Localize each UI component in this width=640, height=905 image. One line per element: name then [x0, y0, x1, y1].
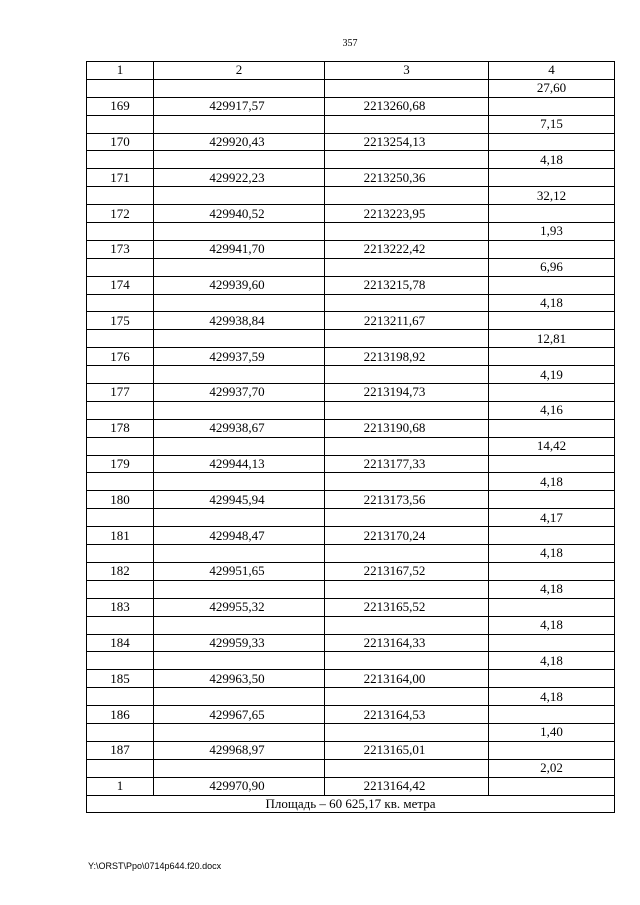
distance-cell [489, 97, 615, 115]
table-row [87, 205, 615, 223]
y-coordinate-cell-text: 2213194,73 [363, 384, 426, 400]
distance-cell: 1,93 [489, 223, 615, 241]
y-coordinate-cell [325, 133, 489, 151]
y-coordinate-cell-text: 2213164,33 [363, 634, 426, 650]
x-coordinate-cell [154, 580, 325, 598]
point-number-cell [87, 616, 154, 634]
distance-cell [489, 455, 615, 473]
x-coordinate-cell [154, 616, 325, 634]
point-number-cell [87, 688, 154, 706]
table-row [87, 366, 615, 384]
x-coordinate-cell-text: 429940,52 [209, 205, 265, 221]
y-coordinate-cell [325, 741, 489, 759]
distance-cell [489, 562, 615, 580]
point-number-cell [87, 652, 154, 670]
distance-cell: 1,40 [489, 723, 615, 741]
x-coordinate-cell [154, 652, 325, 670]
x-coordinate-cell-text: 429963,50 [209, 670, 265, 686]
y-coordinate-cell [325, 258, 489, 276]
table-row [87, 312, 615, 330]
y-coordinate-cell [325, 455, 489, 473]
distance-cell [489, 169, 615, 187]
x-coordinate-cell [154, 133, 325, 151]
distance-cell [489, 240, 615, 258]
y-coordinate-cell-text: 2213223,95 [363, 205, 426, 221]
point-number-cell: 1 [87, 777, 154, 795]
point-number-cell [87, 580, 154, 598]
distance-cell [489, 634, 615, 652]
y-coordinate-cell [325, 151, 489, 169]
y-coordinate-cell-text: 2213190,68 [363, 420, 426, 436]
distance-cell: 2,02 [489, 759, 615, 777]
table-row [87, 133, 615, 151]
y-coordinate-cell [325, 223, 489, 241]
distance-cell [489, 741, 615, 759]
x-coordinate-cell-text: 429917,57 [209, 98, 265, 114]
point-number-cell: 185 [87, 670, 154, 688]
y-coordinate-cell [325, 473, 489, 491]
x-coordinate-cell [154, 205, 325, 223]
table-row [87, 706, 615, 724]
point-number-cell: 169 [87, 97, 154, 115]
distance-cell [489, 348, 615, 366]
point-number-cell: 171 [87, 169, 154, 187]
distance-cell [489, 384, 615, 402]
point-number-cell: 175 [87, 312, 154, 330]
point-number-cell [87, 223, 154, 241]
x-coordinate-cell [154, 401, 325, 419]
distance-cell: 27,60 [489, 79, 615, 97]
table-row [87, 187, 615, 205]
point-number-cell: 182 [87, 562, 154, 580]
table-row [87, 169, 615, 187]
x-coordinate-cell-text: 429955,32 [209, 599, 265, 615]
x-coordinate-cell [154, 527, 325, 545]
distance-cell [489, 491, 615, 509]
y-coordinate-cell-text: 2213211,67 [363, 312, 426, 328]
distance-cell: 12,81 [489, 330, 615, 348]
distance-cell: 4,17 [489, 509, 615, 527]
table-row [87, 527, 615, 545]
table-row [87, 97, 615, 115]
x-coordinate-cell [154, 258, 325, 276]
footer-file-path: Y:\ORST\Ppo\0714p644.f20.docx [88, 861, 222, 871]
point-number-cell: 178 [87, 419, 154, 437]
distance-cell: 4,19 [489, 366, 615, 384]
x-coordinate-cell [154, 348, 325, 366]
x-coordinate-cell [154, 545, 325, 563]
x-coordinate-cell-text: 429944,13 [209, 456, 265, 472]
point-number-cell [87, 187, 154, 205]
y-coordinate-cell [325, 79, 489, 97]
x-coordinate-cell [154, 634, 325, 652]
x-coordinate-cell [154, 151, 325, 169]
table-row [87, 616, 615, 634]
distance-cell [489, 777, 615, 795]
distance-cell: 4,16 [489, 401, 615, 419]
header-col-2: 2 [154, 62, 325, 80]
x-coordinate-cell-text: 429920,43 [209, 134, 265, 149]
x-coordinate-cell [154, 688, 325, 706]
area-summary-row [87, 795, 615, 813]
x-coordinate-cell [154, 312, 325, 330]
point-number-cell [87, 115, 154, 133]
y-coordinate-cell [325, 491, 489, 509]
y-coordinate-cell [325, 616, 489, 634]
point-number-cell [87, 473, 154, 491]
y-coordinate-cell-text: 2213254,13 [363, 134, 426, 149]
table-row [87, 455, 615, 473]
distance-cell [489, 419, 615, 437]
y-coordinate-cell [325, 169, 489, 187]
x-coordinate-cell [154, 294, 325, 312]
y-coordinate-cell-text: 2213222,42 [363, 241, 426, 257]
table-row [87, 419, 615, 437]
distance-cell [489, 598, 615, 616]
distance-cell: 32,12 [489, 187, 615, 205]
x-coordinate-cell-text: 429938,67 [209, 420, 265, 436]
table-row [87, 223, 615, 241]
y-coordinate-cell-text: 2213164,00 [363, 670, 426, 686]
x-coordinate-cell-text: 429939,60 [209, 277, 265, 293]
y-coordinate-cell [325, 276, 489, 294]
x-coordinate-cell-text: 429967,65 [209, 706, 265, 722]
x-coordinate-cell [154, 384, 325, 402]
x-coordinate-cell [154, 330, 325, 348]
point-number-cell: 172 [87, 205, 154, 223]
y-coordinate-cell [325, 240, 489, 258]
area-summary: Площадь – 60 625,17 кв. метра [87, 795, 615, 813]
distance-cell: 4,18 [489, 473, 615, 491]
table-row [87, 348, 615, 366]
y-coordinate-cell-text: 2213173,56 [363, 491, 426, 507]
point-number-cell: 170 [87, 133, 154, 151]
distance-cell: 4,18 [489, 652, 615, 670]
table-row [87, 79, 615, 97]
table-row [87, 330, 615, 348]
y-coordinate-cell [325, 115, 489, 133]
x-coordinate-cell [154, 437, 325, 455]
x-coordinate-cell [154, 759, 325, 777]
y-coordinate-cell-text: 2213165,52 [363, 599, 426, 615]
y-coordinate-cell [325, 777, 489, 795]
table-header-row [87, 62, 615, 80]
point-number-cell: 187 [87, 741, 154, 759]
point-number-cell: 176 [87, 348, 154, 366]
point-number-cell: 181 [87, 527, 154, 545]
y-coordinate-cell [325, 205, 489, 223]
distance-cell: 4,18 [489, 151, 615, 169]
distance-cell [489, 133, 615, 151]
y-coordinate-cell [325, 598, 489, 616]
point-number-cell [87, 366, 154, 384]
point-number-cell [87, 759, 154, 777]
header-col-4: 4 [489, 62, 615, 80]
y-coordinate-cell [325, 348, 489, 366]
y-coordinate-cell [325, 759, 489, 777]
y-coordinate-cell-text: 2213250,36 [363, 169, 426, 185]
x-coordinate-cell-text: 429945,94 [209, 491, 265, 507]
coordinates-table [86, 61, 615, 813]
x-coordinate-cell [154, 115, 325, 133]
x-coordinate-cell [154, 491, 325, 509]
point-number-cell [87, 330, 154, 348]
x-coordinate-cell [154, 240, 325, 258]
point-number-cell [87, 294, 154, 312]
distance-cell: 6,96 [489, 258, 615, 276]
table-row [87, 688, 615, 706]
y-coordinate-cell [325, 580, 489, 598]
x-coordinate-cell [154, 455, 325, 473]
table-row [87, 473, 615, 491]
x-coordinate-cell [154, 419, 325, 437]
y-coordinate-cell-text: 2213165,01 [363, 742, 426, 758]
y-coordinate-cell [325, 419, 489, 437]
y-coordinate-cell [325, 97, 489, 115]
y-coordinate-cell [325, 545, 489, 563]
table-row [87, 437, 615, 455]
y-coordinate-cell [325, 688, 489, 706]
point-number-cell [87, 723, 154, 741]
table-row [87, 258, 615, 276]
x-coordinate-cell [154, 777, 325, 795]
y-coordinate-cell-text: 2213177,33 [363, 456, 426, 472]
table-row [87, 723, 615, 741]
table-row [87, 401, 615, 419]
x-coordinate-cell [154, 97, 325, 115]
y-coordinate-cell [325, 706, 489, 724]
y-coordinate-cell [325, 509, 489, 527]
table-row [87, 151, 615, 169]
point-number-cell: 183 [87, 598, 154, 616]
table-row [87, 634, 615, 652]
distance-cell [489, 670, 615, 688]
y-coordinate-cell [325, 634, 489, 652]
y-coordinate-cell-text: 2213260,68 [363, 98, 426, 114]
distance-cell: 4,18 [489, 580, 615, 598]
table-row [87, 670, 615, 688]
x-coordinate-cell-text: 429959,33 [209, 634, 265, 650]
point-number-cell [87, 258, 154, 276]
x-coordinate-cell [154, 473, 325, 491]
table-row [87, 384, 615, 402]
distance-cell: 7,15 [489, 115, 615, 133]
x-coordinate-cell [154, 79, 325, 97]
y-coordinate-cell [325, 723, 489, 741]
point-number-cell: 174 [87, 276, 154, 294]
x-coordinate-cell [154, 276, 325, 294]
point-number-cell [87, 437, 154, 455]
distance-cell: 4,18 [489, 616, 615, 634]
x-coordinate-cell [154, 187, 325, 205]
y-coordinate-cell-text: 2213215,78 [363, 277, 426, 293]
distance-cell [489, 527, 615, 545]
y-coordinate-cell-text: 2213198,92 [363, 348, 426, 364]
table-row [87, 598, 615, 616]
table-row [87, 294, 615, 312]
x-coordinate-cell [154, 562, 325, 580]
distance-cell: 4,18 [489, 545, 615, 563]
point-number-cell [87, 79, 154, 97]
table-row [87, 545, 615, 563]
table-row [87, 777, 615, 795]
x-coordinate-cell [154, 670, 325, 688]
distance-cell: 4,18 [489, 688, 615, 706]
x-coordinate-cell-text: 429951,65 [209, 563, 265, 579]
y-coordinate-cell [325, 312, 489, 330]
point-number-cell: 186 [87, 706, 154, 724]
distance-cell [489, 312, 615, 330]
y-coordinate-cell [325, 437, 489, 455]
point-number-cell [87, 151, 154, 169]
y-coordinate-cell [325, 384, 489, 402]
x-coordinate-cell [154, 706, 325, 724]
x-coordinate-cell-text: 429941,70 [209, 241, 265, 257]
x-coordinate-cell-text: 429948,47 [209, 527, 265, 543]
point-number-cell [87, 401, 154, 419]
x-coordinate-cell-text: 429937,59 [209, 348, 265, 364]
x-coordinate-cell [154, 223, 325, 241]
point-number-cell: 184 [87, 634, 154, 652]
y-coordinate-cell-text: 2213170,24 [363, 527, 426, 543]
x-coordinate-cell-text: 429968,97 [209, 742, 265, 758]
table-row [87, 562, 615, 580]
y-coordinate-cell [325, 187, 489, 205]
table-row [87, 115, 615, 133]
y-coordinate-cell-text: 2213167,52 [363, 563, 426, 579]
x-coordinate-cell [154, 741, 325, 759]
table-row [87, 759, 615, 777]
y-coordinate-cell [325, 401, 489, 419]
header-col-1: 1 [87, 62, 154, 80]
y-coordinate-cell-text: 2213164,53 [363, 706, 426, 722]
x-coordinate-cell [154, 169, 325, 187]
table-row [87, 652, 615, 670]
x-coordinate-cell [154, 723, 325, 741]
point-number-cell: 173 [87, 240, 154, 258]
point-number-cell [87, 545, 154, 563]
point-number-cell: 177 [87, 384, 154, 402]
table-row [87, 580, 615, 598]
x-coordinate-cell [154, 366, 325, 384]
x-coordinate-cell-text: 429938,84 [209, 312, 265, 328]
y-coordinate-cell [325, 670, 489, 688]
y-coordinate-cell [325, 527, 489, 545]
page-number: 357 [342, 38, 358, 49]
table-row [87, 491, 615, 509]
y-coordinate-cell [325, 366, 489, 384]
distance-cell [489, 205, 615, 223]
point-number-cell: 180 [87, 491, 154, 509]
distance-cell [489, 276, 615, 294]
table-row [87, 240, 615, 258]
point-number-cell: 179 [87, 455, 154, 473]
x-coordinate-cell [154, 509, 325, 527]
y-coordinate-cell [325, 562, 489, 580]
table-row [87, 276, 615, 294]
point-number-cell [87, 509, 154, 527]
distance-cell: 14,42 [489, 437, 615, 455]
y-coordinate-cell [325, 652, 489, 670]
x-coordinate-cell [154, 598, 325, 616]
distance-cell: 4,18 [489, 294, 615, 312]
header-col-3: 3 [325, 62, 489, 80]
y-coordinate-cell [325, 294, 489, 312]
x-coordinate-cell-text: 429922,23 [209, 169, 265, 185]
table-row [87, 509, 615, 527]
distance-cell [489, 706, 615, 724]
table-row [87, 741, 615, 759]
y-coordinate-cell-text: 2213164,42 [363, 778, 426, 794]
y-coordinate-cell [325, 330, 489, 348]
x-coordinate-cell-text: 429937,70 [209, 384, 265, 400]
x-coordinate-cell-text: 429970,90 [209, 778, 265, 794]
